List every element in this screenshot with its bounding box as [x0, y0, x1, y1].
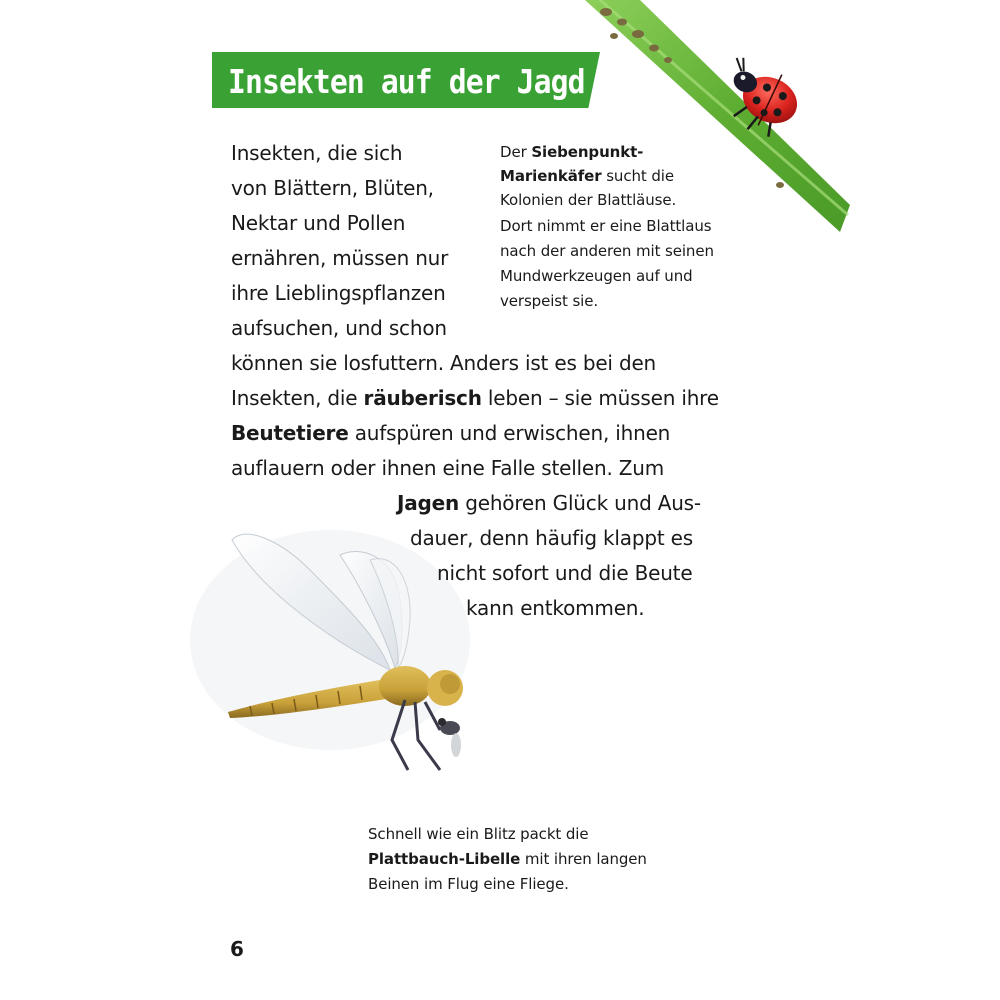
caption-line: Plattbauch-Libelle mit ihren langen — [368, 850, 647, 868]
body-text-line: Insekten, die räuberisch leben – sie müssen ihre — [231, 386, 719, 410]
body-text-line: kann entkommen. — [466, 596, 645, 620]
body-text-line: aufsuchen, und schon — [231, 316, 447, 340]
caption-line: verspeist sie. — [500, 292, 599, 310]
body-text-line: Jagen gehören Glück und Aus- — [397, 491, 701, 515]
caption-line: Dort nimmt er eine Blattlaus — [500, 217, 712, 235]
bold-term: Siebenpunkt- — [531, 143, 644, 161]
page-title: Insekten auf der Jagd — [228, 62, 585, 101]
body-text-line: Beutetiere aufspüren und erwischen, ihnen — [231, 421, 671, 445]
bold-term: Plattbauch-Libelle — [368, 850, 521, 868]
body-text-line: ihre Lieblingspflanzen — [231, 281, 446, 305]
body-text-line: Nektar und Pollen — [231, 211, 406, 235]
body-text-line: können sie losfuttern. Anders ist es bei den — [231, 351, 657, 375]
caption-line: Kolonien der Blattläuse. — [500, 191, 677, 209]
body-text-line: von Blättern, Blüten, — [231, 176, 434, 200]
caption-line: Der Siebenpunkt- — [500, 143, 644, 161]
caption-line: Schnell wie ein Blitz packt die — [368, 825, 589, 843]
body-text-line: ernähren, müssen nur — [231, 246, 449, 270]
caption-line: Beinen im Flug eine Fliege. — [368, 875, 569, 893]
caption-line: Marienkäfer sucht die — [500, 167, 674, 185]
prey-fly — [438, 718, 461, 757]
body-text-line: Insekten, die sich — [231, 141, 403, 165]
caption-line: nach der anderen mit seinen — [500, 242, 714, 260]
body-text-line: nicht sofort und die Beute — [437, 561, 693, 585]
bold-term: Jagen — [397, 491, 460, 515]
page-number: 6 — [230, 937, 244, 961]
body-text-line: auflauern oder ihnen eine Falle stellen. Zum — [231, 456, 665, 480]
bold-term: räuberisch — [363, 386, 482, 410]
caption-line: Mundwerkzeugen auf und — [500, 267, 693, 285]
bold-term: Marienkäfer — [500, 167, 602, 185]
body-text-line: dauer, denn häufig klappt es — [410, 526, 693, 550]
bold-term: Beutetiere — [231, 421, 349, 445]
